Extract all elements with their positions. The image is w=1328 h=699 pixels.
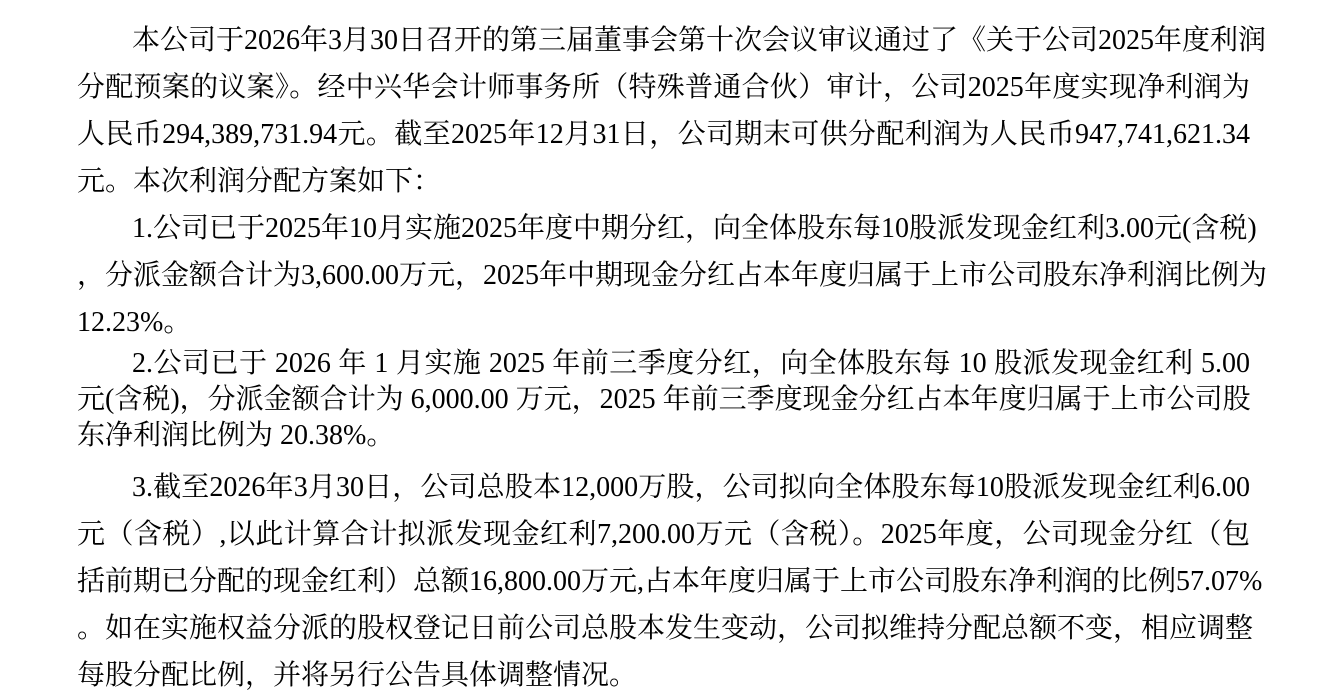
text-line: 每股分配比例，并将另行公告具体调整情况。 (77, 660, 638, 691)
text-line: 东净利润比例为 20.38%。 (77, 420, 395, 451)
paragraph-item-3 (77, 464, 1263, 699)
text-line: 2.公司已于 2026 年 1 月实施 2025 年前三季度分红，向全体股东每 10 股派发现金红利 5.00 (132, 348, 1250, 379)
text-line: 本公司于2026年3月30日召开的第三届董事会第十次会议审议通过了《关于公司2025年度利润 (132, 25, 1267, 56)
text-line: 分配预案的议案》。经中兴华会计师事务所（特殊普通合伙）审计，公司2025年度实现净利润为 (77, 72, 1250, 103)
text-line: 3.截至2026年3月30日，公司总股本12,000万股，公司拟向全体股东每10股派发现金红利6.00 (132, 472, 1250, 503)
text-line: ，分派金额合计为3,600.00万元，2025年中期现金分红占本年度归属于上市公司股东净利润比例为 (77, 260, 1268, 291)
paragraph-item-2 (77, 346, 1250, 454)
paragraph-intro (77, 17, 1267, 205)
text-line: 人民币294,389,731.94元。截至2025年12月31日，公司期末可供分配利润为人民币947,741,621.34 (77, 119, 1250, 150)
text-line: 1.公司已于2025年10月实施2025年度中期分红，向全体股东每10股派发现金红利3.00元(含税) (132, 213, 1257, 244)
text-line: 元（含税）,以此计算合计拟派发现金红利7,200.00万元（含税）。2025年度，公司现金分红（包 (77, 519, 1250, 550)
paragraph-item-1 (77, 205, 1268, 346)
text-line: 12.23%。 (77, 307, 192, 338)
text-line: 。如在实施权益分派的股权登记日前公司总股本发生变动，公司拟维持分配总额不变，相应调整 (77, 613, 1254, 644)
text-line: 元(含税)，分派金额合计为 6,000.00 万元，2025 年前三季度现金分红占本年度归属于上市公司股 (77, 384, 1251, 415)
text-line: 括前期已分配的现金红利）总额16,800.00万元,占本年度归属于上市公司股东净利润的比例57.07% (77, 566, 1263, 597)
text-line: 元。本次利润分配方案如下： (77, 166, 442, 197)
